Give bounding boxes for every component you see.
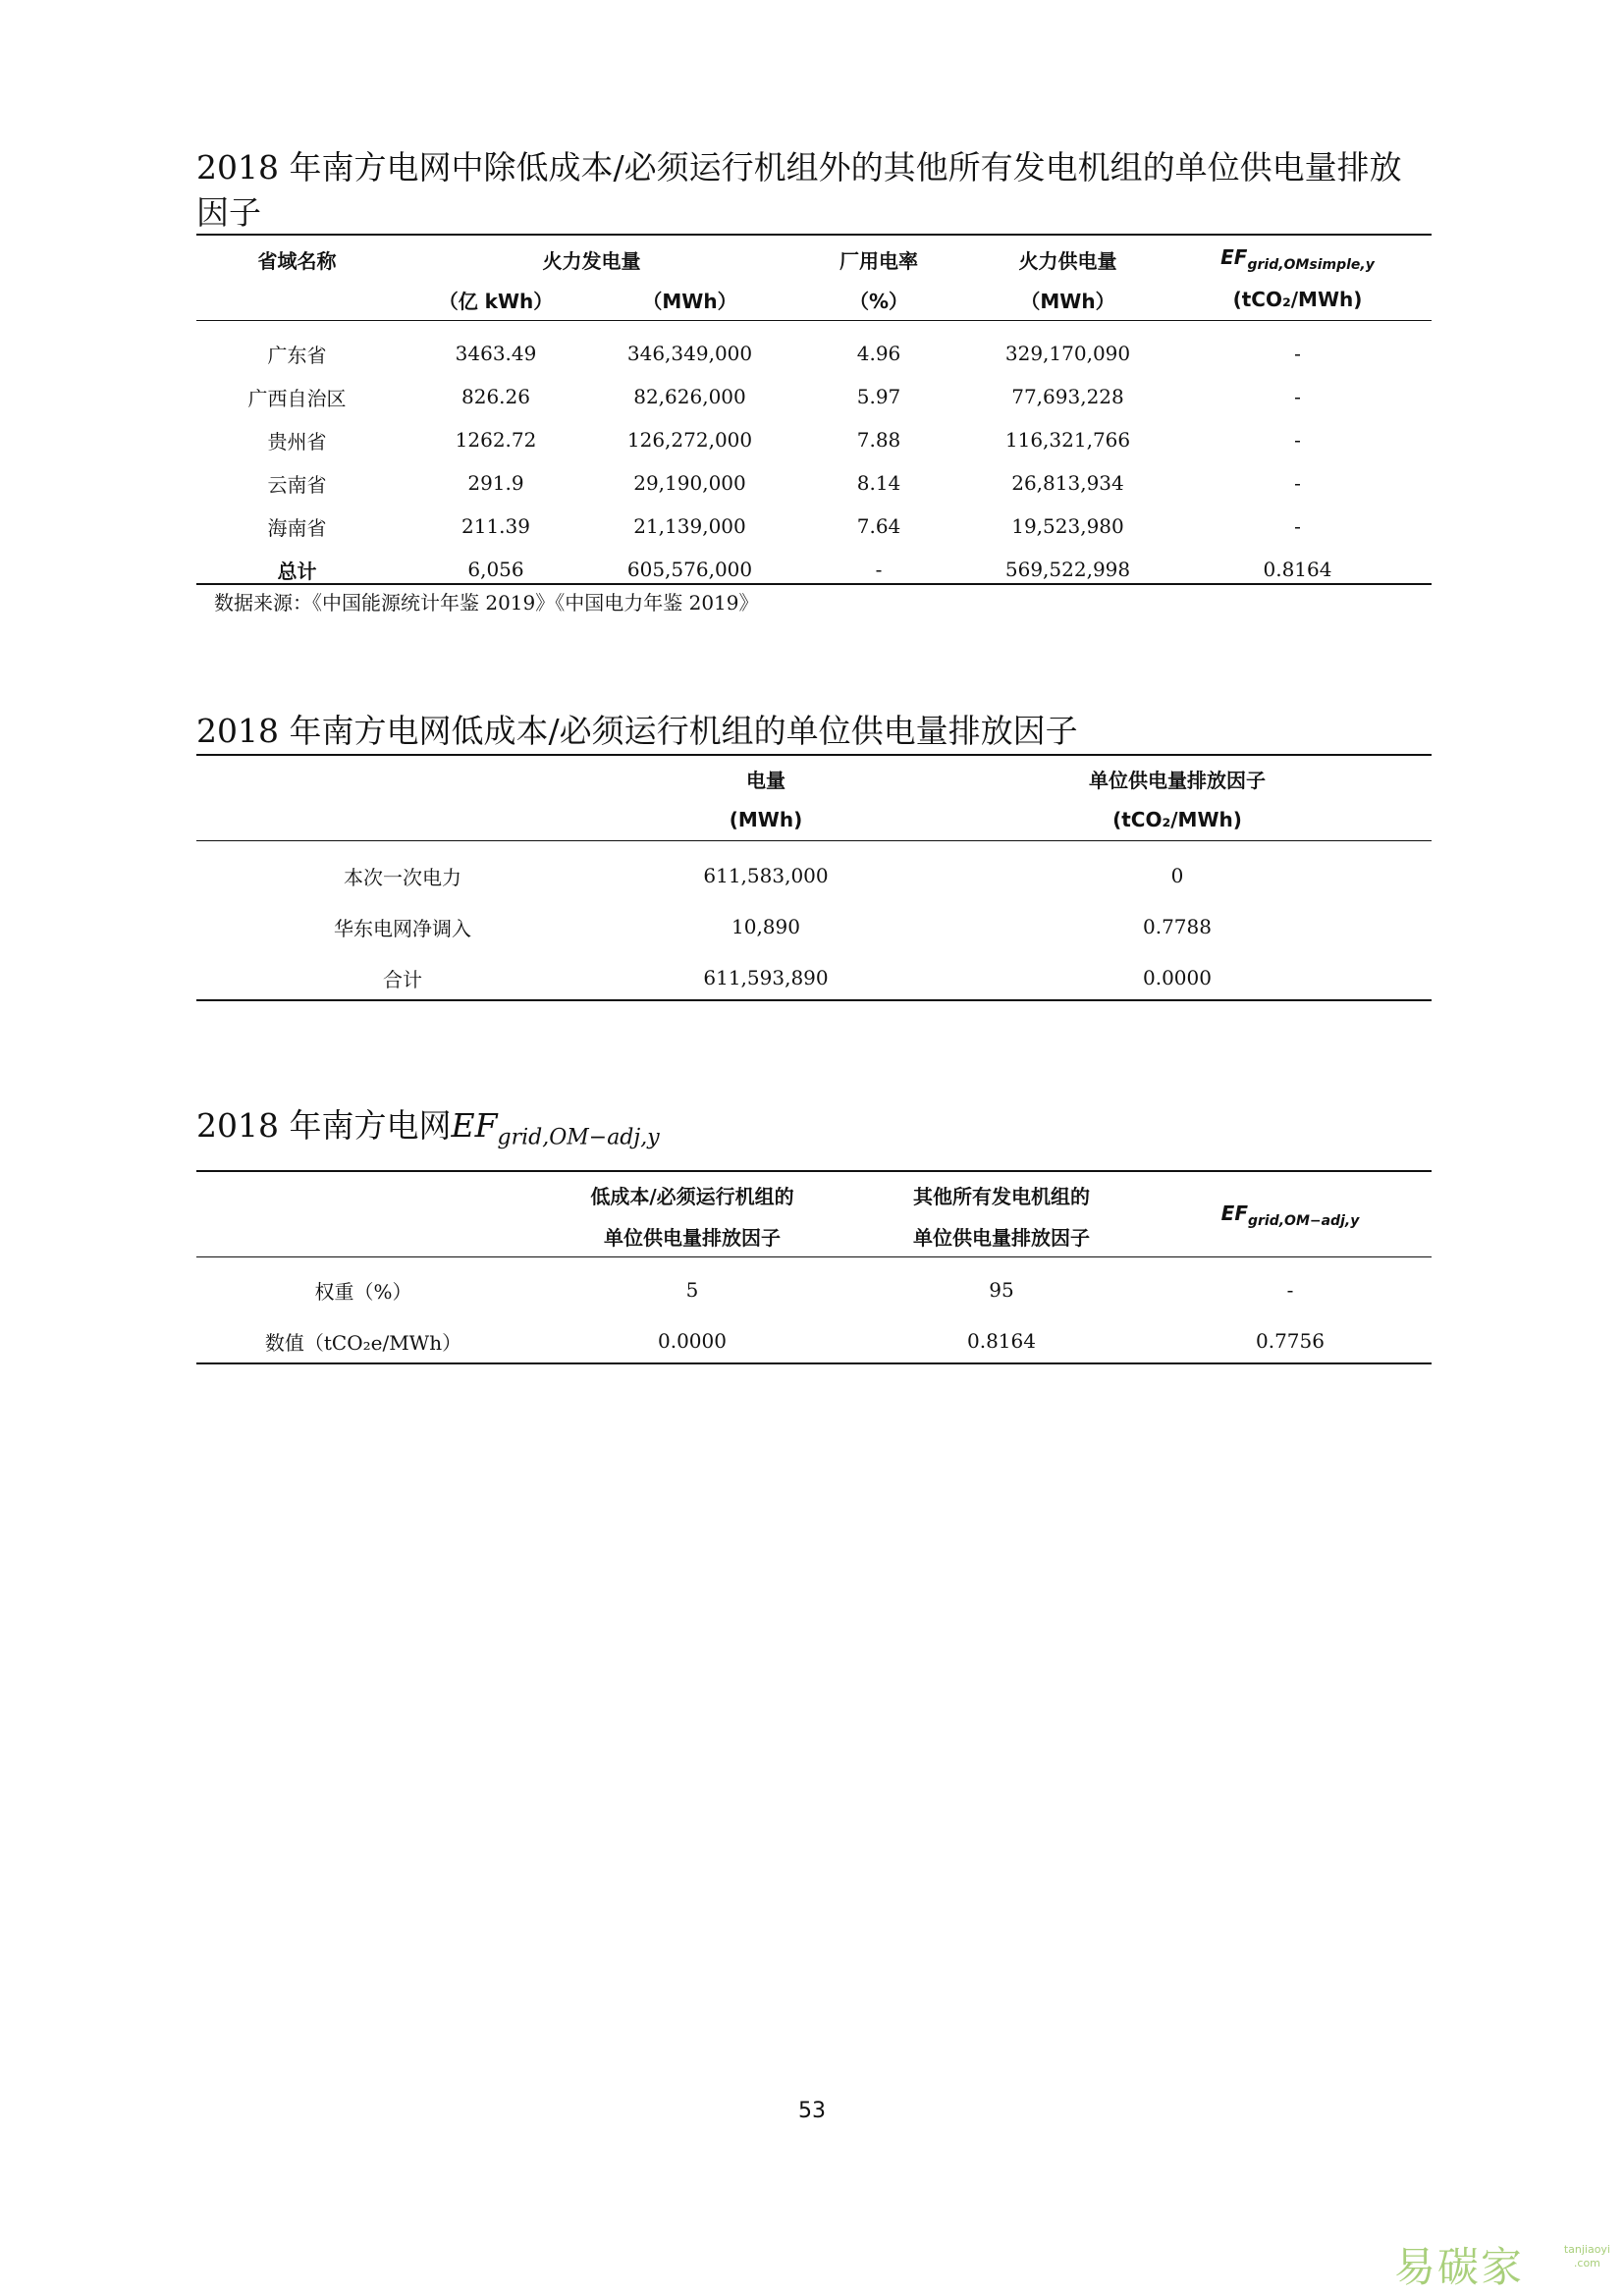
table1-title-line2: 因子: [196, 193, 261, 232]
ef-symbol: EF: [1220, 1201, 1248, 1225]
table1-units-row: [196, 279, 1432, 320]
header-other-units-line2: 单位供电量排放因子: [913, 1225, 1090, 1250]
unit-mwh-supply: （MWh）: [1020, 289, 1115, 313]
header-ef-simple: [1164, 240, 1432, 279]
table1-top-rule: [196, 234, 1432, 236]
header-electricity: 电量: [746, 768, 785, 792]
ef-symbol: EF: [451, 1106, 498, 1145]
table-row: 合计 611,593,890 0.0000: [383, 966, 1212, 991]
table1-header-row: [196, 240, 1432, 279]
ef-subscript: grid,OM−adj,y: [1247, 1213, 1360, 1229]
table3-title: [196, 1103, 660, 1161]
table2-title: 2018 年南方电网低成本/必须运行机组的单位供电量排放因子: [196, 712, 1078, 750]
table3-title-prefix: 2018 年南方电网: [196, 1106, 452, 1145]
watermark-logo-text: 易碳家: [1394, 2243, 1525, 2291]
table-row: 云南省 291.9 29,190,000 8.14 26,813,934 -: [267, 471, 1301, 497]
table3: [196, 1174, 1432, 1366]
unit-100m-kwh: （亿 kWh）: [438, 289, 554, 313]
table3-top-rule: [196, 1170, 1432, 1172]
table2-top-rule: [196, 754, 1432, 756]
header-low-cost-line2: 单位供电量排放因子: [604, 1225, 781, 1250]
table1-title-line1: 2018 年南方电网中除低成本/必须运行机组外的其他所有发电机组的单位供电量排放: [196, 148, 1402, 187]
unit-mwh: (MWh): [729, 808, 803, 831]
unit-mwh: （MWh）: [642, 289, 737, 313]
unit-percent: （%）: [848, 289, 909, 313]
watermark-logo: [1394, 2229, 1610, 2291]
header-unit-ef: 单位供电量排放因子: [1089, 768, 1266, 792]
table-row: 数值（tCO₂e/MWh） 0.0000 0.8164 0.7756: [264, 1329, 1325, 1355]
header-ef-om-adj: [1149, 1174, 1432, 1256]
unit-tco2-mwh: (tCO₂/MWh): [1112, 808, 1242, 831]
ef-symbol: EF: [1220, 245, 1248, 269]
table1: [196, 240, 1432, 591]
table-row: 广东省 3463.49 346,349,000 4.96 329,170,090 -: [267, 342, 1301, 367]
watermark-site: tanjiaoyi .com: [1563, 2243, 1610, 2269]
unit-tco2-mwh: (tCO₂/MWh): [1232, 288, 1363, 311]
table-row: 本次一次电力 611,583,000 0: [344, 864, 1184, 889]
table-row: 海南省 211.39 21,139,000 7.64 19,523,980 -: [267, 514, 1301, 540]
header-other-units-line1: 其他所有发电机组的: [913, 1184, 1090, 1208]
ef-subscript: grid,OM−adj,y: [497, 1125, 660, 1150]
table-row: 权重（%） 5 95 -: [314, 1278, 1294, 1304]
data-source-note: 数据来源：《中国能源统计年鉴 2019》《中国电力年鉴 2019》: [214, 591, 759, 614]
table-row: 广西自治区 826.26 82,626,000 5.97 77,693,228 -: [247, 385, 1301, 410]
header-aux-rate: 厂用电率: [839, 248, 918, 273]
table-row: 华东电网净调入 10,890 0.7788: [334, 915, 1212, 940]
table-total-row: 总计 6,056 605,576,000 - 569,522,998 0.8164: [277, 558, 1332, 583]
table2: [196, 758, 1432, 1003]
table-row: 贵州省 1262.72 126,272,000 7.88 116,321,766 -: [267, 428, 1301, 454]
table1-title: [196, 145, 1402, 236]
header-thermal-supply: 火力供电量: [1018, 248, 1117, 273]
header-province: 省域名称: [257, 248, 337, 273]
header-low-cost-line1: 低成本/必须运行机组的: [590, 1184, 794, 1208]
ef-subscript: grid,OMsimple,y: [1247, 257, 1375, 273]
header-thermal-generation: 火力发电量: [542, 248, 641, 273]
page-number: 53: [798, 2099, 826, 2123]
